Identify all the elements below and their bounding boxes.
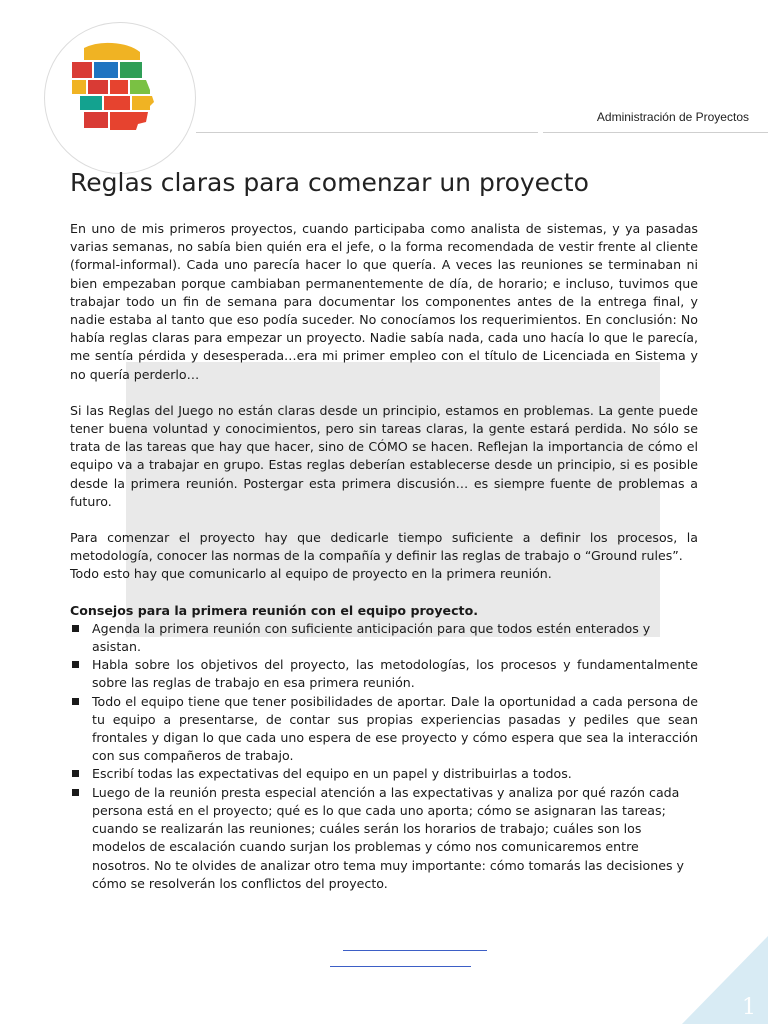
list-item: Escribí todas las expectativas del equipo en un papel y distribuirlas a todos. <box>70 765 698 783</box>
paragraph: En uno de mis primeros proyectos, cuando participaba como analista de sistemas, y ya pasadas varias semanas, no sabía bien quién era el jefe, o la forma recomendada de vestir frente al cliente (formal-informal). Cada uno parecía hacer lo que quería. A veces las reuniones se terminaban ni bien empezaban porque cambiaban permanentemente de día, de horario; e incluso, tuvimos que trabajar todo un fin de semana para documentar los componentes antes de la entrega final, y nadie estaba al tanto que eso podía suceder. No conocíamos los requerimientos. En conclusión: No había reglas claras para empezar un proyecto. Nadie sabía nada, cada uno hacía lo que le parecía, me sentía pérdida y desesperada…era mi primer empleo con el título de Licenciada en Sistema y no quería perderlo… <box>70 221 698 382</box>
paragraph: Para comenzar el proyecto hay que dedicarle tiempo suficiente a definir los procesos, la metodología, conocer las normas de la compañía y definir las reglas de trabajo o “Ground rules”. <box>70 530 698 564</box>
footer-link-line[interactable] <box>343 950 487 951</box>
list-item: Luego de la reunión presta especial atención a las expectativas y analiza por qué razón cada persona está en el proyecto; qué es lo que cada uno aporta; cómo se asignaran las tareas; cuando se realizarán las reuniones; cuáles serán los horarios de trabajo; cuáles son los modelos de escalación cuando surjan los problemas y cómo nos comunicaremos entre nosotros. No te olvides de analizar otro tema muy importante: cómo tomarás las decisiones y cómo se resolverán los conflictos del proyecto. <box>70 784 698 893</box>
header-rule <box>196 132 538 133</box>
document-body <box>70 220 698 893</box>
header-rule <box>543 132 768 133</box>
paragraph: Todo esto hay que comunicarlo al equipo de proyecto en la primera reunión. <box>70 566 552 582</box>
page-number: 1 <box>742 995 756 1020</box>
header-label: Administración de Proyectos <box>596 110 749 124</box>
list-item: Habla sobre los objetivos del proyecto, las metodologías, los procesos y fundamentalmente sobre las reglas de trabajo en esa primera reunión. <box>70 656 698 692</box>
page-title: Reglas claras para comenzar un proyecto <box>70 168 589 197</box>
colorful-head-mosaic-icon <box>66 40 158 134</box>
list-item: Todo el equipo tiene que tener posibilidades de aportar. Dale la oportunidad a cada persona de tu equipo a presentarse, de contar sus propias experiencias pasadas y pediles que sean frontales y digan lo que cada uno espera de ese proyecto y cómo espera que sea la interacción con sus compañeros de trabajo. <box>70 693 698 766</box>
tips-heading: Consejos para la primera reunión con el equipo proyecto. <box>70 602 479 618</box>
list-item: Agenda la primera reunión con suficiente anticipación para que todos estén enterados y asistan. <box>70 620 698 656</box>
tips-list <box>70 620 698 893</box>
paragraph: Si las Reglas del Juego no están claras desde un principio, estamos en problemas. La gente puede tener buena voluntad y conocimientos, pero sin tareas claras, la gente estará perdida. No sólo se trata de las tareas que hay que hacer, sino de CÓMO se hacen. Reflejan la importancia de cómo el equipo va a trabajar en grupo. Estas reglas deberían establecerse desde un principio, si es posible desde la primera reunión. Postergar esta primera discusión… es siempre fuente de problemas a futuro. <box>70 402 698 509</box>
footer-link-line[interactable] <box>330 966 471 967</box>
